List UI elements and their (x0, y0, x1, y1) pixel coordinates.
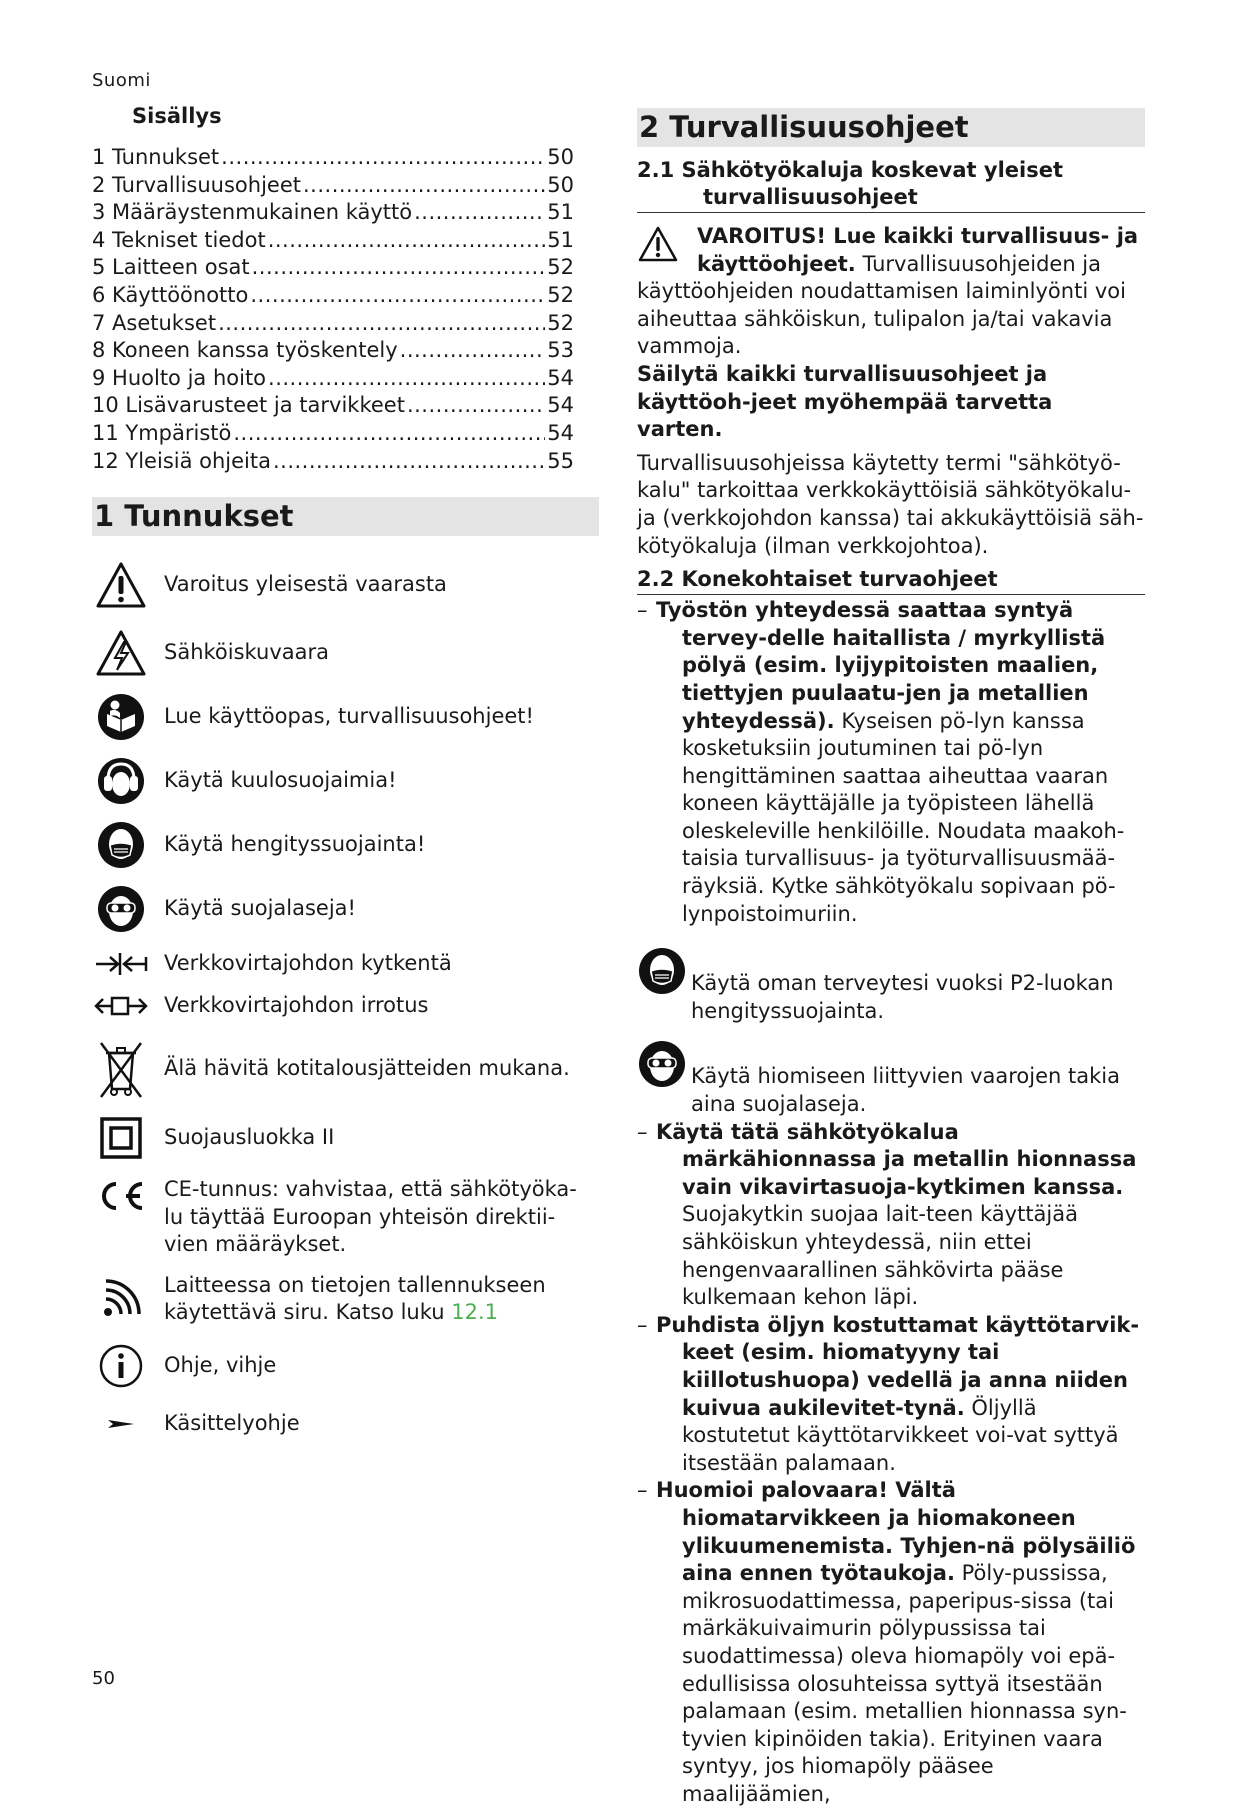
respirator-note: Käytä oman terveytesi vuoksi P2-luokan hengityssuojainta. (637, 946, 1145, 1025)
language-label: Suomi (92, 70, 151, 91)
chapter-link[interactable]: 12.1 (451, 1300, 498, 1325)
left-column (92, 104, 597, 1444)
symbol-row: Käytä kuulosuojaimia! (92, 752, 597, 810)
right-column (637, 108, 1145, 1808)
arrow-pointer-icon (92, 1404, 150, 1444)
term-definition: Turvallisuusohjeissa käytetty termi "sähkötyö-kalu" tarkoittaa verkkokäyttöisiä sähkötyökalu-ja (verkkojohdon kanssa) tai akkukäyttöisiä säh-kötyökaluja (ilman verkkojohtoa). (637, 450, 1144, 558)
subsection-2-1-heading: 2.1 Sähkötyökaluja koskevat yleiset turvallisuusohjeet (637, 157, 1145, 213)
toc-item[interactable]: 11 Ympäristö ..... 54 (92, 420, 574, 448)
goggles-note: Käytä hiomiseen liittyvien vaarojen takia aina suojalaseja. (637, 1039, 1145, 1118)
toc-item[interactable]: 7 Asetukset ..... 52 (92, 310, 574, 338)
toc-item[interactable]: 1 Tunnukset ..... 50 (92, 144, 574, 172)
toc-item[interactable]: 6 Käyttöönotto ..... 52 (92, 282, 574, 310)
symbol-row: Verkkovirtajohdon irrotus (92, 988, 597, 1024)
toc-item[interactable]: 5 Laitteen osat ..... 52 (92, 254, 574, 282)
goggles-icon (92, 882, 150, 936)
respirator-icon (92, 818, 150, 872)
warning-triangle-icon (637, 225, 679, 267)
weee-bin-icon (92, 1038, 150, 1100)
warning-block (637, 223, 1145, 361)
section-1-heading: 1 Tunnukset (92, 497, 599, 536)
table-of-contents (92, 144, 597, 475)
toc-item[interactable]: 2 Turvallisuusohjeet ..... 50 (92, 172, 574, 200)
info-icon (92, 1340, 150, 1392)
page-number: 50 (92, 1668, 115, 1689)
plug-connect-icon (92, 946, 150, 982)
toc-item[interactable]: 10 Lisävarusteet ja tarvikkeet ..... 54 (92, 392, 574, 420)
warning-title: VAROITUS! Lue kaikki turvallisuus- ja (697, 224, 1139, 248)
symbol-row: Suojausluokka II (92, 1114, 597, 1162)
toc-item[interactable]: 8 Koneen kanssa työskentely ..... 53 (92, 337, 574, 365)
safety-item: – Huomioi palovaara! Vältä hiomatarvikkeen ja hiomakoneen ylikuumenemista. Tyhjen-nä pölysäiliö aina ennen työtaukoja. Pöly-pussissa, mikrosuodattimessa, paperipus-sissa (tai märkäkuivaimurin pölypussissa tai suodattimessa) oleva hiomapöly voi epä-edullisissa olosuhteissa syttyä itsestään palamaan (esim. metallien hionnassa syn-tyvien kipinöiden takia). Erityinen vaara syntyy, jos hiomapöly pääsee maalijäämien, (637, 1478, 1136, 1806)
rfid-chip-icon (92, 1272, 150, 1326)
ce-mark-icon (92, 1176, 150, 1216)
toc-title: Sisällys (132, 104, 222, 128)
symbol-row: Verkkovirtajohdon kytkentä (92, 946, 597, 982)
ear-protection-icon (92, 754, 150, 808)
symbol-row: Käsittelyohje (92, 1404, 597, 1444)
symbol-row: Lue käyttöopas, turvallisuusohjeet! (92, 688, 597, 746)
toc-item[interactable]: 4 Tekniset tiedot ..... 51 (92, 227, 574, 255)
subsection-2-2-heading: 2.2 Konekohtaiset turvaohjeet (637, 566, 1145, 595)
read-manual-icon (92, 690, 150, 744)
symbol-row: Älä hävitä kotitalousjätteiden mukana. (92, 1038, 597, 1100)
plug-disconnect-icon (92, 988, 150, 1024)
warning-triangle-icon (92, 558, 150, 612)
symbol-row: Sähköiskuvaara (92, 624, 597, 682)
warning-title-2: käyttöohjeet. (697, 251, 856, 276)
symbol-row: Käytä hengityssuojainta! (92, 816, 597, 874)
section-2-heading: 2 Turvallisuusohjeet (637, 108, 1145, 147)
safety-item: – Työstön yhteydessä saattaa syntyä tervey-delle haitallista / myrkyllistä pölyä (esim. lyijypitoisten maalien, tiettyjen puulaatu-jen ja metallien yhteydessä). Kyseisen pö-lyn kanssa kosketuksiin joutuminen tai pö-lyn hengittäminen saattaa aiheuttaa vaaran koneen käyttäjälle ja työpisteen lähellä oleskeleville henkilöille. Noudata maakoh-taisia turvallisuus- ja työturvallisuusmää-räyksiä. Kytke sähkötyökalu sopivaan pö-lynpoistoimuriin. (637, 598, 1125, 926)
electric-shock-icon (92, 626, 150, 680)
symbol-row (92, 1270, 597, 1328)
toc-item[interactable]: 12 Yleisiä ohjeita ..... 55 (92, 448, 574, 476)
symbol-row: Käytä suojalaseja! (92, 880, 597, 938)
rfid-text: Laitteessa on tietojen tallennukseen käytettävä siru. Katso luku (164, 1272, 546, 1325)
class-ii-icon (92, 1114, 150, 1162)
toc-item[interactable]: 9 Huolto ja hoito ..... 54 (92, 365, 574, 393)
toc-item[interactable]: 3 Määräystenmukainen käyttö ..... 51 (92, 199, 574, 227)
keep-instructions-note: Säilytä kaikki turvallisuusohjeet ja käyttöoh-jeet myöhempää tarvetta varten. (637, 361, 1053, 442)
safety-item: – Puhdista öljyn kostuttamat käyttötarvik-keet (esim. hiomatyyny tai kiillotushuopa) vedellä ja anna niiden kuivua aukilevitet-tynä. Öljyllä kostutetut käyttötarvikkeet voi-vat syttyä itsestään palamaan. (637, 1312, 1140, 1475)
safety-item: – Käytä tätä sähkötyökalua märkähionnassa ja metallin hionnassa vain vikavirtasuoja-kytkimen kanssa. Suojakytkin suojaa lait-teen käyttäjää sähköiskun yhteydessä, niin ettei hengenvaarallinen sähkövirta pääse kulkemaan kehon läpi. (637, 1119, 1137, 1310)
symbol-list (92, 556, 597, 1444)
goggles-icon (637, 1039, 687, 1093)
warning-text: Turvallisuusohjeiden ja käyttöohjeiden noudattamisen laiminlyönti voi aiheuttaa sähköiskun, tulipalon ja/tai vakavia vammoja. (637, 251, 1126, 359)
symbol-row: CE-tunnus: vahvistaa, että sähkötyöka- lu täyttää Euroopan yhteisön direktii- vien määräykset. (92, 1176, 597, 1260)
symbol-row: Ohje, vihje (92, 1340, 597, 1392)
symbol-row: Varoitus yleisestä vaarasta (92, 556, 597, 614)
respirator-icon (637, 946, 687, 1000)
